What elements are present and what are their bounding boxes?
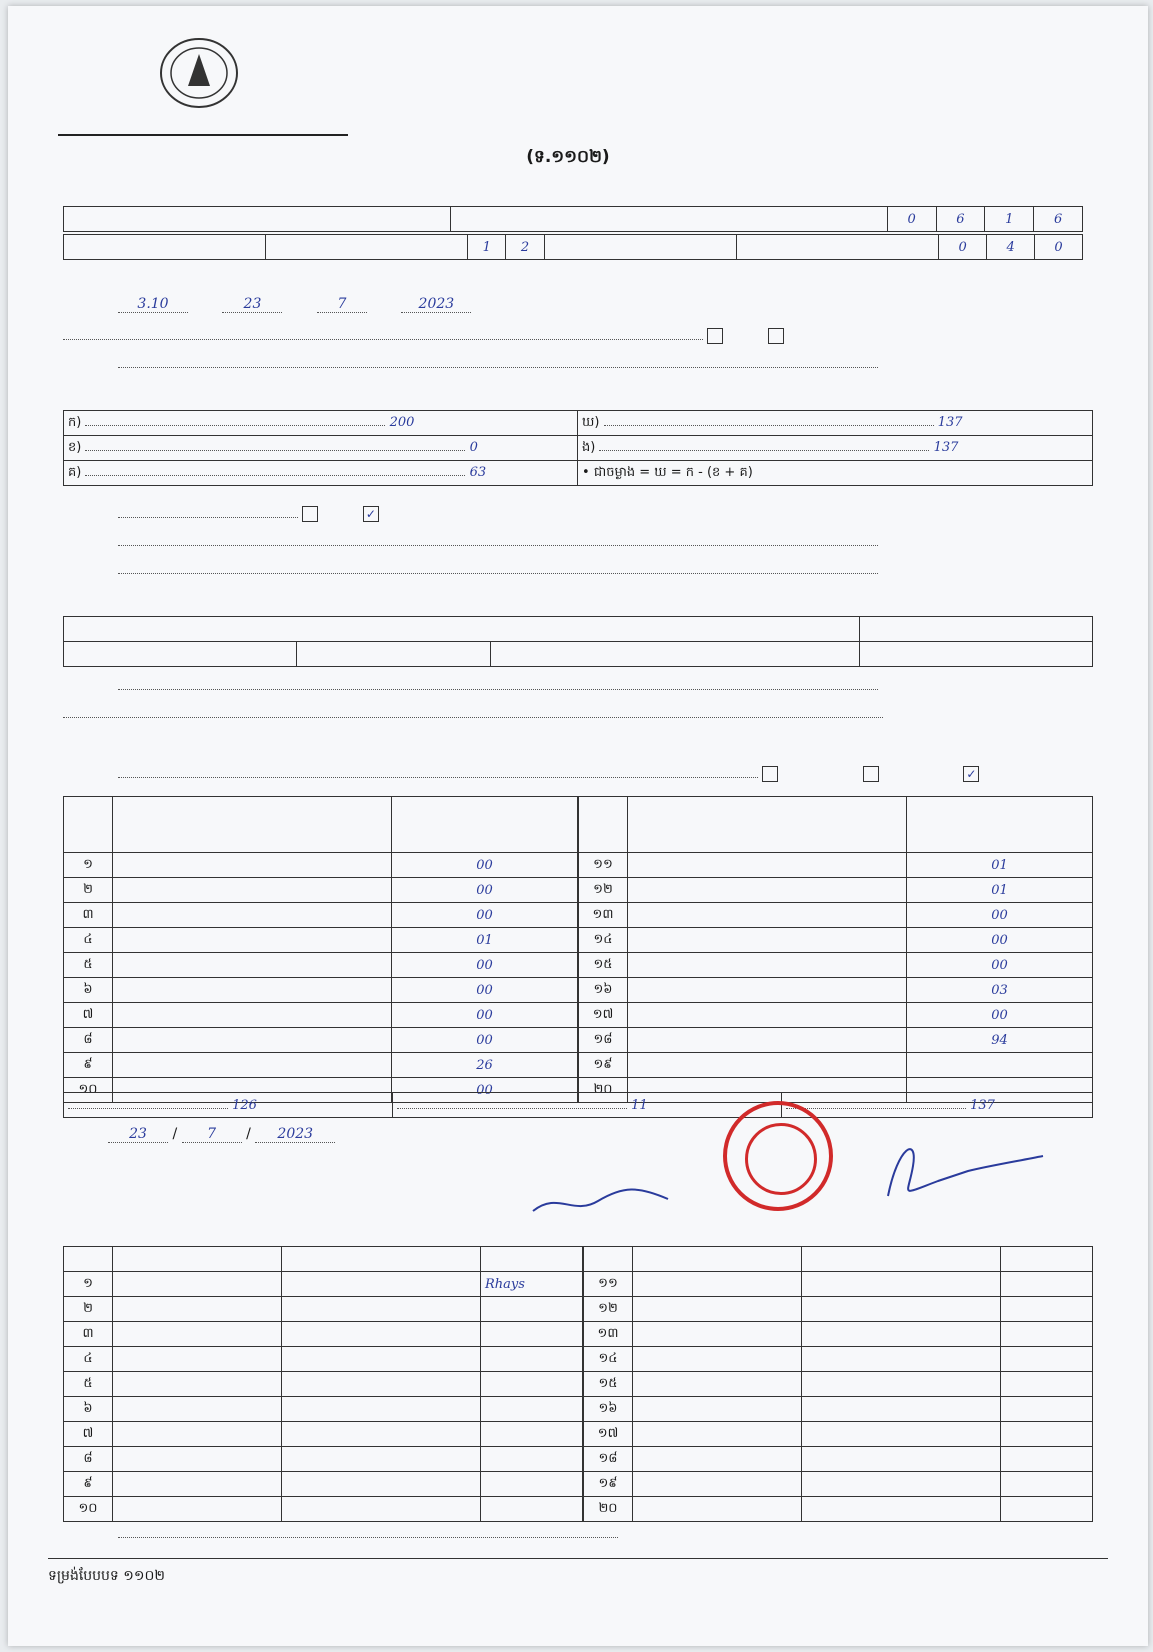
result-number: ១៥ <box>579 953 628 978</box>
section1-table <box>63 206 1083 232</box>
witness-row <box>584 1472 1093 1497</box>
result-number: ២ <box>64 878 113 903</box>
witness-name <box>633 1322 802 1347</box>
witness-number: ៩ <box>64 1472 113 1497</box>
result-party-name <box>113 1053 392 1078</box>
witness-number: ៧ <box>64 1422 113 1447</box>
results-row <box>64 978 578 1003</box>
witness-name <box>113 1347 282 1372</box>
witness-party <box>282 1397 481 1422</box>
witness-right-name-header <box>633 1247 802 1272</box>
complaints-resolved-value <box>296 642 490 667</box>
witness-name <box>633 1497 802 1522</box>
result-number: ១១ <box>579 853 628 878</box>
witness-name <box>113 1297 282 1322</box>
seal-yes-checkbox[interactable] <box>707 328 723 344</box>
results-row <box>579 1053 1093 1078</box>
result-number: ១៤ <box>579 928 628 953</box>
witness-row <box>584 1447 1093 1472</box>
witness-name <box>633 1447 802 1472</box>
witness-party <box>802 1372 1001 1397</box>
row-e-value: 137 <box>933 439 959 455</box>
results-table-left <box>63 796 578 1103</box>
results-row <box>579 1028 1093 1053</box>
note-line-6 <box>118 1526 618 1542</box>
witness-row <box>64 1397 583 1422</box>
count-day: 23 <box>222 296 282 313</box>
results-row <box>64 1053 578 1078</box>
row-e-label: ង) <box>582 439 596 455</box>
commune-code-3: 0 <box>1035 235 1083 260</box>
witness-number: ១១ <box>584 1272 633 1297</box>
result-number: ២០ <box>579 1078 628 1103</box>
result-number: ៥ <box>64 953 113 978</box>
result-number: ៦ <box>64 978 113 1003</box>
total-ballots-cell <box>782 1093 1093 1118</box>
result-votes: 00 <box>392 1078 578 1103</box>
witness-signature <box>1001 1347 1093 1372</box>
witness-row <box>584 1297 1093 1322</box>
form-sheet <box>8 6 1148 1646</box>
witness-number: ១៩ <box>584 1472 633 1497</box>
result-number: ១០ <box>64 1078 113 1103</box>
result-party-name <box>628 928 907 953</box>
witness-row <box>64 1347 583 1372</box>
witness-signature <box>481 1472 583 1497</box>
witness-party <box>802 1347 1001 1372</box>
ballot-type-2-checkbox[interactable] <box>863 766 879 782</box>
witness-number: ៣ <box>64 1322 113 1347</box>
row-formula <box>578 461 1093 486</box>
witness-right-party-header <box>802 1247 1001 1272</box>
totals-table <box>63 1092 1093 1118</box>
witness-row <box>64 1422 583 1447</box>
form-title <box>328 146 808 171</box>
count-year: 2023 <box>401 296 471 313</box>
witness-number: ២០ <box>584 1497 633 1522</box>
result-number: ៧ <box>64 1003 113 1028</box>
witness-party <box>282 1297 481 1322</box>
witness-name <box>633 1397 802 1422</box>
date-day: 23 <box>108 1126 168 1143</box>
result-votes: 00 <box>907 903 1093 928</box>
witness-party <box>282 1422 481 1447</box>
witness-signature <box>1001 1497 1093 1522</box>
row-d-label: ឃ) <box>582 414 600 430</box>
witness-number: ១៣ <box>584 1322 633 1347</box>
result-number: ១៨ <box>579 1028 628 1053</box>
note-line-5 <box>63 706 883 722</box>
complaints-appeal-value <box>860 642 1093 667</box>
complaints-row1 <box>64 617 860 642</box>
commune-code-1: 0 <box>939 235 987 260</box>
center-name <box>450 207 887 232</box>
witness-party <box>282 1272 481 1297</box>
ballot-type-line <box>118 766 979 782</box>
row-d <box>578 411 1093 436</box>
result-party-name <box>628 1053 907 1078</box>
chair-signature-icon <box>528 1181 678 1221</box>
witness-number: ១២ <box>584 1297 633 1322</box>
row-c-label: គ) <box>68 464 82 480</box>
result-number: ១៣ <box>579 903 628 928</box>
witness-signature <box>481 1347 583 1372</box>
result-votes: 00 <box>392 1003 578 1028</box>
result-votes: 01 <box>907 853 1093 878</box>
center-code-4: 6 <box>1034 207 1083 232</box>
ballot-count-table <box>63 410 1093 486</box>
result-number: ១៩ <box>579 1053 628 1078</box>
row-b <box>64 436 578 461</box>
result-votes: 00 <box>907 928 1093 953</box>
complaints-resolved <box>64 642 297 667</box>
result-party-name <box>628 878 907 903</box>
witness-left-signature-header <box>481 1247 583 1272</box>
results-row <box>579 978 1093 1003</box>
result-votes: 00 <box>392 903 578 928</box>
total-ballots: 137 <box>970 1097 995 1113</box>
witness-row <box>64 1472 583 1497</box>
witness-row <box>584 1372 1093 1397</box>
commune-code-2: 4 <box>987 235 1035 260</box>
result-number: ១៧ <box>579 1003 628 1028</box>
results-right-votes-header <box>907 797 1093 853</box>
result-votes: 00 <box>392 853 578 878</box>
footer-note-text: ទម្រង់បែបបទ ១១០២ <box>48 1568 165 1584</box>
footer-note <box>48 1566 165 1587</box>
row-c-value: 63 <box>469 464 487 480</box>
witness-signature <box>1001 1447 1093 1472</box>
results-row <box>579 878 1093 903</box>
center-code-3: 1 <box>985 207 1034 232</box>
secretary-signature-icon <box>878 1126 1048 1216</box>
result-votes: 03 <box>907 978 1093 1003</box>
form-code: (ទ.១១០២) <box>526 147 610 167</box>
witness-party <box>802 1447 1001 1472</box>
results-row <box>64 953 578 978</box>
witness-party <box>802 1422 1001 1447</box>
result-party-name <box>113 853 392 878</box>
results-left-party-header <box>113 797 392 853</box>
witness-signature <box>1001 1322 1093 1347</box>
result-party-name <box>628 953 907 978</box>
province-code-2: 2 <box>506 235 544 260</box>
witness-number: ៨ <box>64 1447 113 1472</box>
witness-right-signature-header <box>1001 1247 1093 1272</box>
result-party-name <box>113 978 392 1003</box>
witness-signature <box>481 1397 583 1422</box>
witness-name <box>113 1422 282 1447</box>
results-row <box>64 1028 578 1053</box>
results-row <box>64 903 578 928</box>
witness-party <box>282 1322 481 1347</box>
result-party-name <box>628 1028 907 1053</box>
row-b-label: ខ) <box>68 439 82 455</box>
witness-name <box>633 1472 802 1497</box>
witness-signature <box>481 1447 583 1472</box>
witness-signature <box>1001 1422 1093 1447</box>
results-row <box>64 1003 578 1028</box>
emblem-icon <box>158 36 240 110</box>
witness-signature: Rhays <box>481 1272 583 1297</box>
witness-signature <box>1001 1372 1093 1397</box>
results-row <box>579 1003 1093 1028</box>
province-label <box>64 235 266 260</box>
total-invalid: 11 <box>631 1097 648 1113</box>
results-row <box>579 853 1093 878</box>
center-code-2: 6 <box>936 207 985 232</box>
note-line-4 <box>118 678 878 694</box>
results-left-number-header <box>64 797 113 853</box>
witness-signature <box>481 1422 583 1447</box>
witness-name <box>113 1322 282 1347</box>
witness-name <box>113 1497 282 1522</box>
witness-signature <box>481 1297 583 1322</box>
total-invalid-cell <box>393 1093 782 1118</box>
witness-name <box>633 1372 802 1397</box>
result-votes: 01 <box>907 878 1093 903</box>
witness-number: ១៨ <box>584 1447 633 1472</box>
result-number: ៨ <box>64 1028 113 1053</box>
result-votes: 94 <box>907 1028 1093 1053</box>
witness-number: ១៤ <box>584 1347 633 1372</box>
result-number: ៩ <box>64 1053 113 1078</box>
result-votes: 00 <box>392 978 578 1003</box>
witness-signature <box>1001 1297 1093 1322</box>
witness-party <box>802 1397 1001 1422</box>
result-number: ១ <box>64 853 113 878</box>
witness-name <box>113 1272 282 1297</box>
total-valid: 126 <box>232 1097 257 1113</box>
witness-table-left <box>63 1246 583 1522</box>
result-votes: 00 <box>392 1028 578 1053</box>
witness-party <box>802 1472 1001 1497</box>
results-row <box>64 928 578 953</box>
witness-left-name-header <box>113 1247 282 1272</box>
complaints-row1-value <box>860 617 1093 642</box>
witness-name <box>113 1397 282 1422</box>
discrepancy-yes-checkbox[interactable] <box>302 506 318 522</box>
center-label <box>64 207 451 232</box>
witness-number: ២ <box>64 1297 113 1322</box>
row-formula-value: ជាចម្ងាង = ឃ = ក - (ខ + គ) <box>593 464 753 480</box>
witness-party <box>282 1347 481 1372</box>
row-a <box>64 411 578 436</box>
witness-signature <box>1001 1272 1093 1297</box>
witness-left-number-header <box>64 1247 113 1272</box>
complaints-appeal <box>490 642 859 667</box>
row-a-label: ក) <box>68 414 82 430</box>
results-table-right <box>578 796 1093 1103</box>
results-left-votes-header <box>392 797 578 853</box>
witness-party <box>802 1322 1001 1347</box>
witness-row <box>584 1272 1093 1297</box>
witness-table-right <box>583 1246 1093 1522</box>
note-line-1 <box>118 356 878 372</box>
witness-row <box>584 1397 1093 1422</box>
witness-party <box>282 1447 481 1472</box>
count-time-line <box>118 296 471 313</box>
witness-row <box>64 1322 583 1347</box>
witness-number: ៤ <box>64 1347 113 1372</box>
ballot-type-1-checkbox[interactable] <box>762 766 778 782</box>
witness-party <box>802 1297 1001 1322</box>
witness-number: ១៦ <box>584 1397 633 1422</box>
witness-number: ៦ <box>64 1397 113 1422</box>
witness-party <box>282 1497 481 1522</box>
witness-name <box>633 1422 802 1447</box>
witness-name <box>633 1272 802 1297</box>
witness-party <box>282 1372 481 1397</box>
province-code-1: 1 <box>468 235 506 260</box>
results-row <box>579 953 1093 978</box>
result-votes: 26 <box>392 1053 578 1078</box>
result-party-name <box>113 1003 392 1028</box>
witness-signature <box>481 1372 583 1397</box>
witness-number: ៥ <box>64 1372 113 1397</box>
witness-number: ១០ <box>64 1497 113 1522</box>
witness-row <box>64 1297 583 1322</box>
witness-row <box>64 1372 583 1397</box>
row-e <box>578 436 1093 461</box>
org-name-line <box>58 116 348 136</box>
row-formula-label: • <box>582 464 590 480</box>
witness-signature <box>1001 1472 1093 1497</box>
result-number: ១២ <box>579 878 628 903</box>
row-d-value: 137 <box>937 414 963 430</box>
results-right-party-header <box>628 797 907 853</box>
witness-number: ១ <box>64 1272 113 1297</box>
seal-line <box>63 328 1063 344</box>
witness-row <box>64 1447 583 1472</box>
result-votes: 00 <box>392 953 578 978</box>
row-c <box>64 461 578 486</box>
footer-divider <box>48 1558 1108 1559</box>
witness-number: ១៧ <box>584 1422 633 1447</box>
result-party-name <box>628 978 907 1003</box>
witness-party <box>802 1272 1001 1297</box>
result-votes: 01 <box>392 928 578 953</box>
province-name <box>266 235 468 260</box>
result-party-name <box>113 953 392 978</box>
result-party-name <box>628 853 907 878</box>
commune-name <box>737 235 939 260</box>
results-row <box>64 878 578 903</box>
seal-no-checkbox[interactable] <box>768 328 784 344</box>
total-valid-cell <box>64 1093 393 1118</box>
result-number: ១៦ <box>579 978 628 1003</box>
commune-label <box>544 235 736 260</box>
complaints-table <box>63 616 1093 667</box>
result-votes <box>907 1053 1093 1078</box>
result-party-name <box>113 928 392 953</box>
witness-row <box>584 1322 1093 1347</box>
witness-right-number-header <box>584 1247 633 1272</box>
result-party-name <box>113 1028 392 1053</box>
result-number: ៤ <box>64 928 113 953</box>
witness-name <box>633 1297 802 1322</box>
discrepancy-no-checkbox[interactable]: ✓ <box>363 506 379 522</box>
ballot-type-3-checkbox[interactable]: ✓ <box>963 766 979 782</box>
witness-row <box>584 1347 1093 1372</box>
row-a-value: 200 <box>389 414 415 430</box>
result-votes: 00 <box>907 1003 1093 1028</box>
witness-name <box>633 1347 802 1372</box>
witness-row <box>64 1272 583 1297</box>
witness-row <box>64 1497 583 1522</box>
witness-name <box>113 1447 282 1472</box>
result-number: ៣ <box>64 903 113 928</box>
result-party-name <box>628 903 907 928</box>
witness-name <box>113 1372 282 1397</box>
result-party-name <box>628 1003 907 1028</box>
section1-table-row2 <box>63 234 1083 260</box>
witness-party <box>802 1497 1001 1522</box>
results-row <box>579 903 1093 928</box>
official-seal-icon <box>723 1101 833 1211</box>
note-line-3 <box>118 562 878 578</box>
date-year: 2023 <box>255 1126 335 1143</box>
result-party-name <box>113 903 392 928</box>
results-row <box>64 853 578 878</box>
result-votes: 00 <box>907 953 1093 978</box>
witness-row <box>584 1422 1093 1447</box>
center-code-1: 0 <box>887 207 936 232</box>
witness-signature <box>1001 1397 1093 1422</box>
results-row <box>579 928 1093 953</box>
witness-row <box>584 1497 1093 1522</box>
witness-number: ១៥ <box>584 1372 633 1397</box>
row-b-value: 0 <box>469 439 478 455</box>
witness-name <box>113 1472 282 1497</box>
witness-party <box>282 1472 481 1497</box>
date-month: 7 <box>182 1126 242 1143</box>
result-party-name <box>113 878 392 903</box>
witness-signature <box>481 1497 583 1522</box>
count-time: 3.10 <box>118 296 188 313</box>
results-right-number-header <box>579 797 628 853</box>
witness-signature <box>481 1322 583 1347</box>
note-line-2 <box>118 534 878 550</box>
witness-left-party-header <box>282 1247 481 1272</box>
count-month: 7 <box>317 296 367 313</box>
date-line: 23 / 7 / 2023 <box>108 1126 335 1143</box>
result-votes: 00 <box>392 878 578 903</box>
discrepancy-check-line <box>118 506 379 522</box>
